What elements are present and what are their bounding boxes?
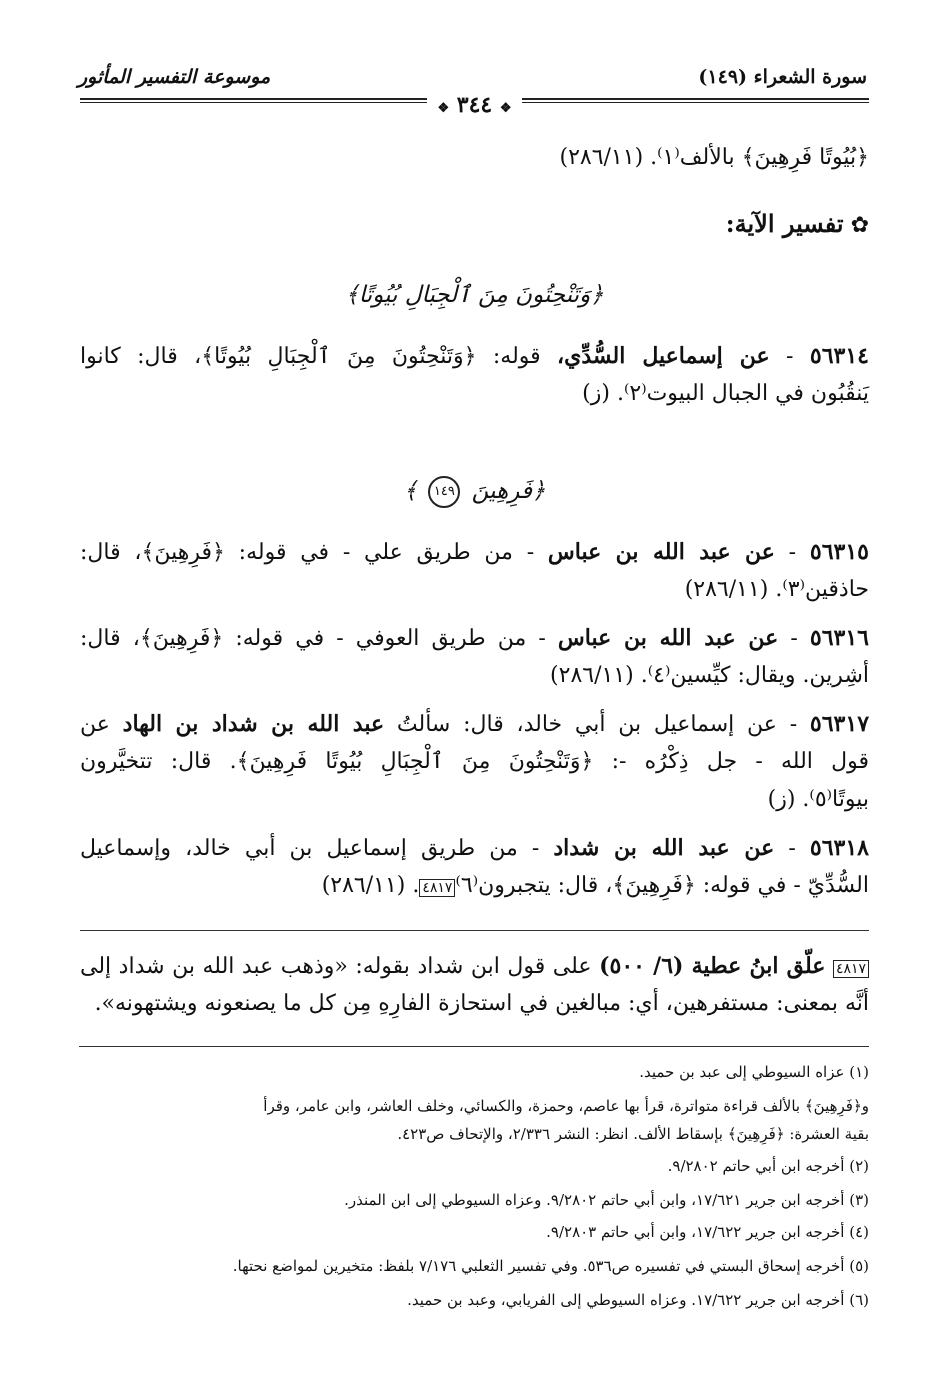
entry-56315-line-2: حاذقين⁽٣⁾. (٢٨٦/١١)	[684, 577, 869, 602]
footnote-2: (٢) أخرجه ابن أبي حاتم ٩/٢٨٠٢.	[667, 1157, 869, 1175]
entry-56317-line-2: قول الله - جل ذِكْرُه -: ﴿وَتَنْحِتُونَ مِنَ ٱلْجِبَالِ بُيُوتًا فَرِهِينَ﴾. قال: تتخيَّرون	[80, 749, 869, 774]
entry-number: ٥٦٣١٤	[809, 343, 869, 369]
entry-56314-line-1: ٥٦٣١٤ - عن إسماعيل السُّدِّي، قوله: ﴿وَتَنْحِتُونَ مِنَ ٱلْجِبَالِ بُيُوتًا﴾، قال: كانوا	[80, 343, 869, 369]
ayah-heading-1: ﴿وَتَنْحِتُونَ مِنَ ٱلْجِبَالِ بُيُوتًا﴾	[345, 282, 604, 308]
ornament-icon: ❖	[437, 101, 450, 116]
entry-56316-line-1: ٥٦٣١٦ - عن عبد الله بن عباس - من طريق العوفي - في قوله: ﴿فَرِهِينَ﴾، قال:	[80, 625, 869, 651]
ayah-heading-2	[0, 476, 949, 508]
entry-56315-line-1: ٥٦٣١٥ - عن عبد الله بن عباس - من طريق علي - في قوله: ﴿فَرِهِينَ﴾، قال:	[80, 539, 869, 565]
note-ref-box[interactable]: ٤٨١٧	[419, 879, 455, 897]
entry-text: السُّدِّيّ - في قوله: ﴿فَرِهِينَ﴾، قال: يتجبرون⁽٦⁾	[455, 873, 869, 898]
entry-number: ٥٦٣١٨	[809, 835, 869, 861]
running-header-surah: سورة الشعراء (١٤٩)	[698, 66, 867, 88]
entry-number: ٥٦٣١٥	[809, 539, 869, 565]
footnote-5: (٥) أخرجه إسحاق البستي في تفسيره ص٥٣٦. وفي تفسير الثعلبي ٧/١٧٦ بلفظ: متخيرين لمواضع نحتها.	[232, 1257, 869, 1275]
entry-text: - من طريق علي - في قوله: ﴿فَرِهِينَ﴾، قال:	[80, 540, 535, 565]
entry-56317-line-3: بيوتًا⁽٥⁾. (ز)	[767, 787, 869, 812]
entry-text: قوله: ﴿وَتَنْحِتُونَ مِنَ ٱلْجِبَالِ بُيُوتًا﴾، قال: كانوا	[80, 344, 541, 369]
entry-56314-line-2: يَنقُبُون في الجبال البيوت⁽٢⁾. (ز)	[582, 381, 869, 406]
note-author: علّق ابنُ عطية (٦/ ٥٠٠)	[599, 953, 826, 979]
footnote-separator	[79, 1046, 869, 1047]
note-line-2: أنَّه بمعنى: مستفرهين، أي: مبالغين في استحازة الفارِهِ مِن كل ما يصنعونه ويشتهونه».	[94, 991, 869, 1016]
narrator-name: عن عبد الله بن عباس	[547, 539, 775, 565]
page-number: ٣٤٤	[456, 92, 493, 118]
entry-text: - من طريق إسماعيل بن أبي خالد، وإسماعيل	[80, 836, 540, 861]
page-number-wrap	[0, 92, 949, 118]
entry-text: عن إسماعيل بن أبي خالد، قال: سألتُ	[396, 712, 777, 737]
ayah-close: ﴾	[403, 478, 418, 504]
section-heading	[80, 208, 869, 242]
narrator-name: عن إسماعيل السُّدِّي،	[557, 343, 770, 369]
entry-text: - من طريق العوفي - في قوله: ﴿فَرِهِينَ﴾، قال:	[80, 626, 546, 651]
footnote-3: (٣) أخرجه ابن جرير ١٧/٦٢١، وابن أبي حاتم ٩/٢٨٠٢. وعزاه السيوطي إلى ابن المنذر.	[344, 1191, 869, 1209]
ornament-icon: ❖	[499, 101, 512, 116]
entry-56317-line-1: ٥٦٣١٧ - عن إسماعيل بن أبي خالد، قال: سألتُ عبد الله بن شداد بن الهاد عن	[80, 711, 870, 737]
note-text: على قول ابن شداد بقوله: «وذهب عبد الله بن شداد إلى	[80, 954, 592, 979]
footnote-6: (٦) أخرجه ابن جرير ١٧/٦٢٢. وعزاه السيوطي إلى الفريابي، وعبد بن حميد.	[407, 1291, 869, 1309]
note-number-box: ٤٨١٧	[833, 960, 869, 978]
ayah-number-icon: ١٤٩	[428, 476, 460, 508]
entry-text: . (٢٨٦/١١)	[321, 873, 420, 898]
narrator-name: عن عبد الله بن شداد	[553, 835, 775, 861]
footnote-1: (١) عزاه السيوطي إلى عبد بن حميد.	[639, 1063, 869, 1081]
narrator-name: عن عبد الله بن عباس	[557, 625, 779, 651]
section-title: تفسير الآية:	[725, 209, 844, 238]
flower-icon: ✿	[850, 213, 869, 238]
note-line-1	[80, 950, 869, 985]
entry-56318-line-1: ٥٦٣١٨ - عن عبد الله بن شداد - من طريق إسماعيل بن أبي خالد، وإسماعيل	[80, 835, 869, 861]
footnote-1-cont: و﴿فَرِهِينَ﴾ بالألف قراءة متواترة، قرأ بها عاصم، وحمزة، والكسائي، وخلف العاشر، وابن عامر، وقرأ	[263, 1097, 869, 1115]
note-separator	[80, 930, 869, 931]
narrator-name: عبد الله بن شداد بن الهاد	[122, 711, 385, 737]
entry-56318-line-2	[80, 870, 869, 904]
running-header-book: موسوعة التفسير المأثور	[78, 66, 271, 88]
entry-56316-line-2: أشِرين. ويقال: كيِّسين⁽٤⁾. (٢٨٦/١١)	[550, 663, 869, 688]
carryover-line: ﴿بُيُوتًا فَرِهِينَ﴾ بالألف⁽١⁾. (٢٨٦/١١)	[559, 145, 869, 170]
page-number-box	[427, 92, 521, 118]
entry-number: ٥٦٣١٧	[809, 711, 870, 737]
entry-number: ٥٦٣١٦	[809, 625, 869, 651]
ayah-text: ﴿فَرِهِينَ	[471, 478, 546, 504]
footnote-1-cont2: بقية العشرة: ﴿فَرِهِينَ﴾ بإسقاط الألف. انظر: النشر ٢/٣٣٦، والإتحاف ص٤٢٣.	[397, 1125, 869, 1143]
footnote-4: (٤) أخرجه ابن جرير ١٧/٦٢٢، وابن أبي حاتم ٩/٢٨٠٣.	[546, 1223, 869, 1241]
entry-text: عن	[80, 712, 110, 737]
